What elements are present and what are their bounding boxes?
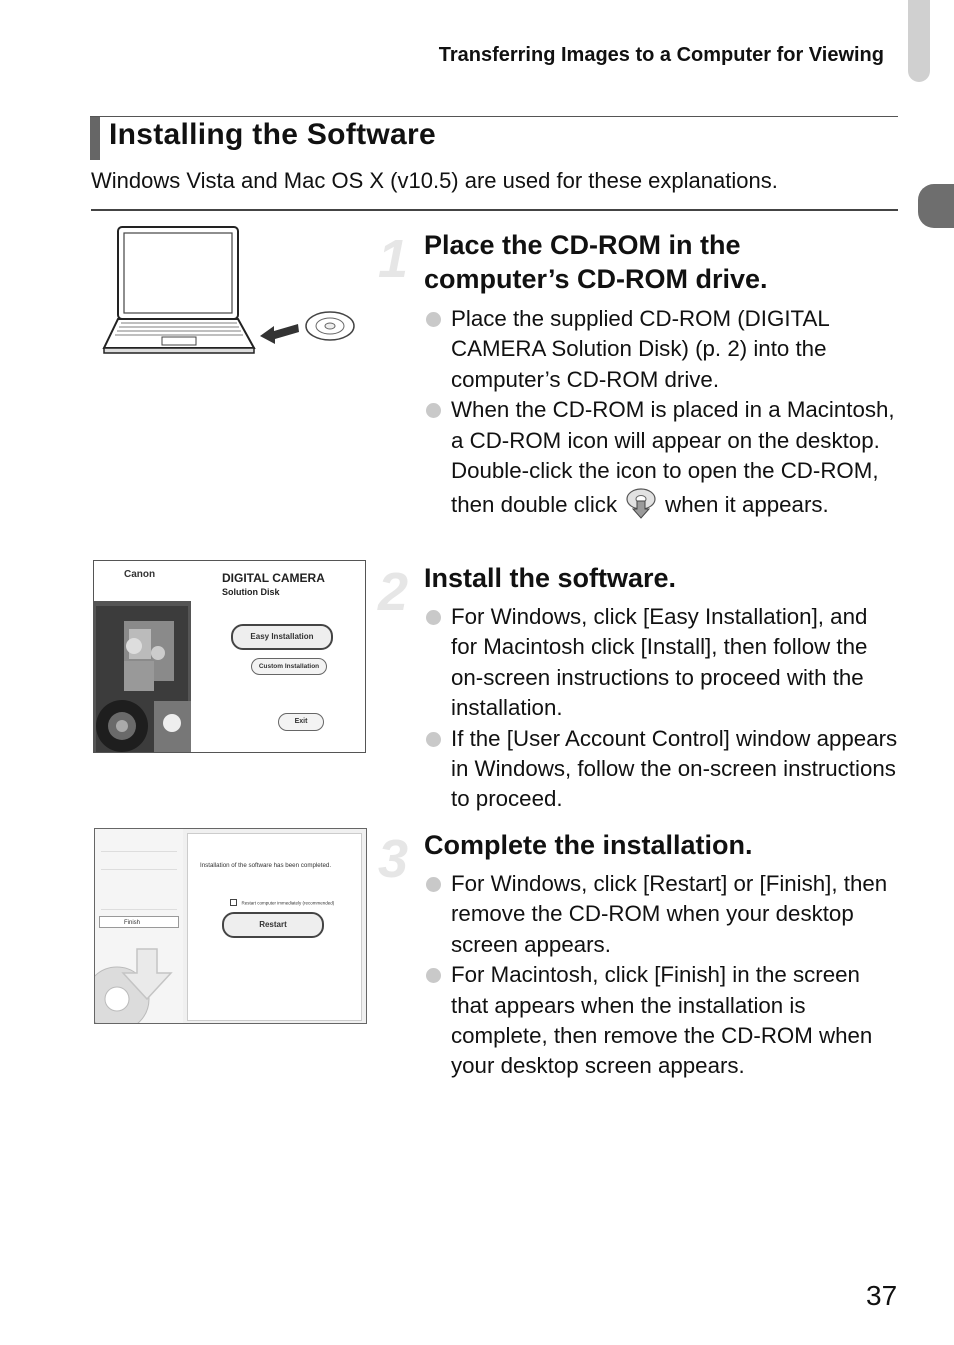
installation-complete-message: Installation of the software has been completed. xyxy=(200,862,332,869)
step-1-title xyxy=(424,228,864,296)
step-3-number: 3 xyxy=(378,829,409,889)
laptop-cd-illustration xyxy=(98,222,360,358)
step-3-bullet-1: For Windows, click [Restart] or [Finish], then remove the CD-ROM when your desktop screen appears. xyxy=(424,869,899,960)
section-header xyxy=(90,116,898,159)
section-divider xyxy=(91,209,898,211)
step-3-bullet-2: For Macintosh, click [Finish] in the screen that appears when the installation is complete, then remove the CD-ROM when your desktop screen appears. xyxy=(424,960,899,1082)
chapter-edge-tab xyxy=(908,0,930,82)
step-1-bullets xyxy=(424,304,899,521)
step-1-number: 1 xyxy=(378,229,409,289)
step-3-bullets xyxy=(424,869,899,1082)
running-head: Transferring Images to a Computer for Viewing xyxy=(438,44,884,66)
section-intro: Windows Vista and Mac OS X (v10.5) are used for these explanations. xyxy=(91,168,778,193)
installer-product-title: DIGITAL CAMERA xyxy=(222,571,325,585)
step-3-title: Complete the installation. xyxy=(424,830,753,860)
custom-installation-button[interactable]: Custom Installation xyxy=(251,658,327,675)
sidebar-step-row xyxy=(101,877,177,910)
sidebar-step-row xyxy=(101,841,177,852)
installer-icon xyxy=(623,486,659,520)
installer-screenshot xyxy=(93,560,366,753)
installer-side-photo xyxy=(94,561,191,752)
step-1-bullet-1: Place the supplied CD-ROM (DIGITAL CAMERA Solution Disk) (p. 2) into the computer’s CD-ROM drive. xyxy=(424,304,899,395)
page-number: 37 xyxy=(866,1280,898,1311)
step-2-number: 2 xyxy=(378,562,409,622)
step-2-bullet-2: If the [User Account Control] window appears in Windows, follow the on-screen instructions to proceed. xyxy=(424,724,899,815)
exit-button[interactable]: Exit xyxy=(278,713,324,731)
installer-product-subtitle: Solution Disk xyxy=(222,587,280,597)
installer-content-panel xyxy=(187,833,362,1021)
step-1-bullet-2 xyxy=(424,395,899,521)
step-1-bullet-2-text: When the CD-ROM is placed in a Macintosh, a CD-ROM icon will appear on the desktop. Double-click the icon to open the CD-ROM, then double click xyxy=(451,397,895,518)
step-2-bullet-1: For Windows, click [Easy Installation], and for Macintosh click [Install], then follow the on-screen instructions to proceed with the installation. xyxy=(424,602,899,724)
sidebar-step-row xyxy=(101,859,177,870)
installer-step-sidebar xyxy=(95,829,183,1023)
easy-installation-button[interactable]: Easy Installation xyxy=(231,624,333,650)
section-accent-bar xyxy=(90,117,100,160)
step-1-bullet-2-end: when it appears. xyxy=(665,492,829,518)
step-1-title-line-2: computer’s CD-ROM drive. xyxy=(424,264,768,294)
sidebar-finish-item: Finish xyxy=(99,916,179,928)
chapter-index-tab xyxy=(918,184,954,228)
cd-install-graphic xyxy=(95,933,183,1023)
restart-checkbox-row[interactable] xyxy=(230,894,358,904)
step-2-bullets xyxy=(424,602,899,815)
restart-checkbox-label: Restart computer immediately (recommended) xyxy=(241,900,335,906)
step-2-title: Install the software. xyxy=(424,563,677,593)
restart-button[interactable]: Restart xyxy=(222,912,324,938)
installer-brand: Canon xyxy=(124,569,156,580)
step-1-title-line-1: Place the CD-ROM in the xyxy=(424,230,741,260)
restart-checkbox[interactable] xyxy=(230,899,237,906)
section-title: Installing the Software xyxy=(109,118,436,151)
installation-complete-screenshot xyxy=(94,828,367,1024)
